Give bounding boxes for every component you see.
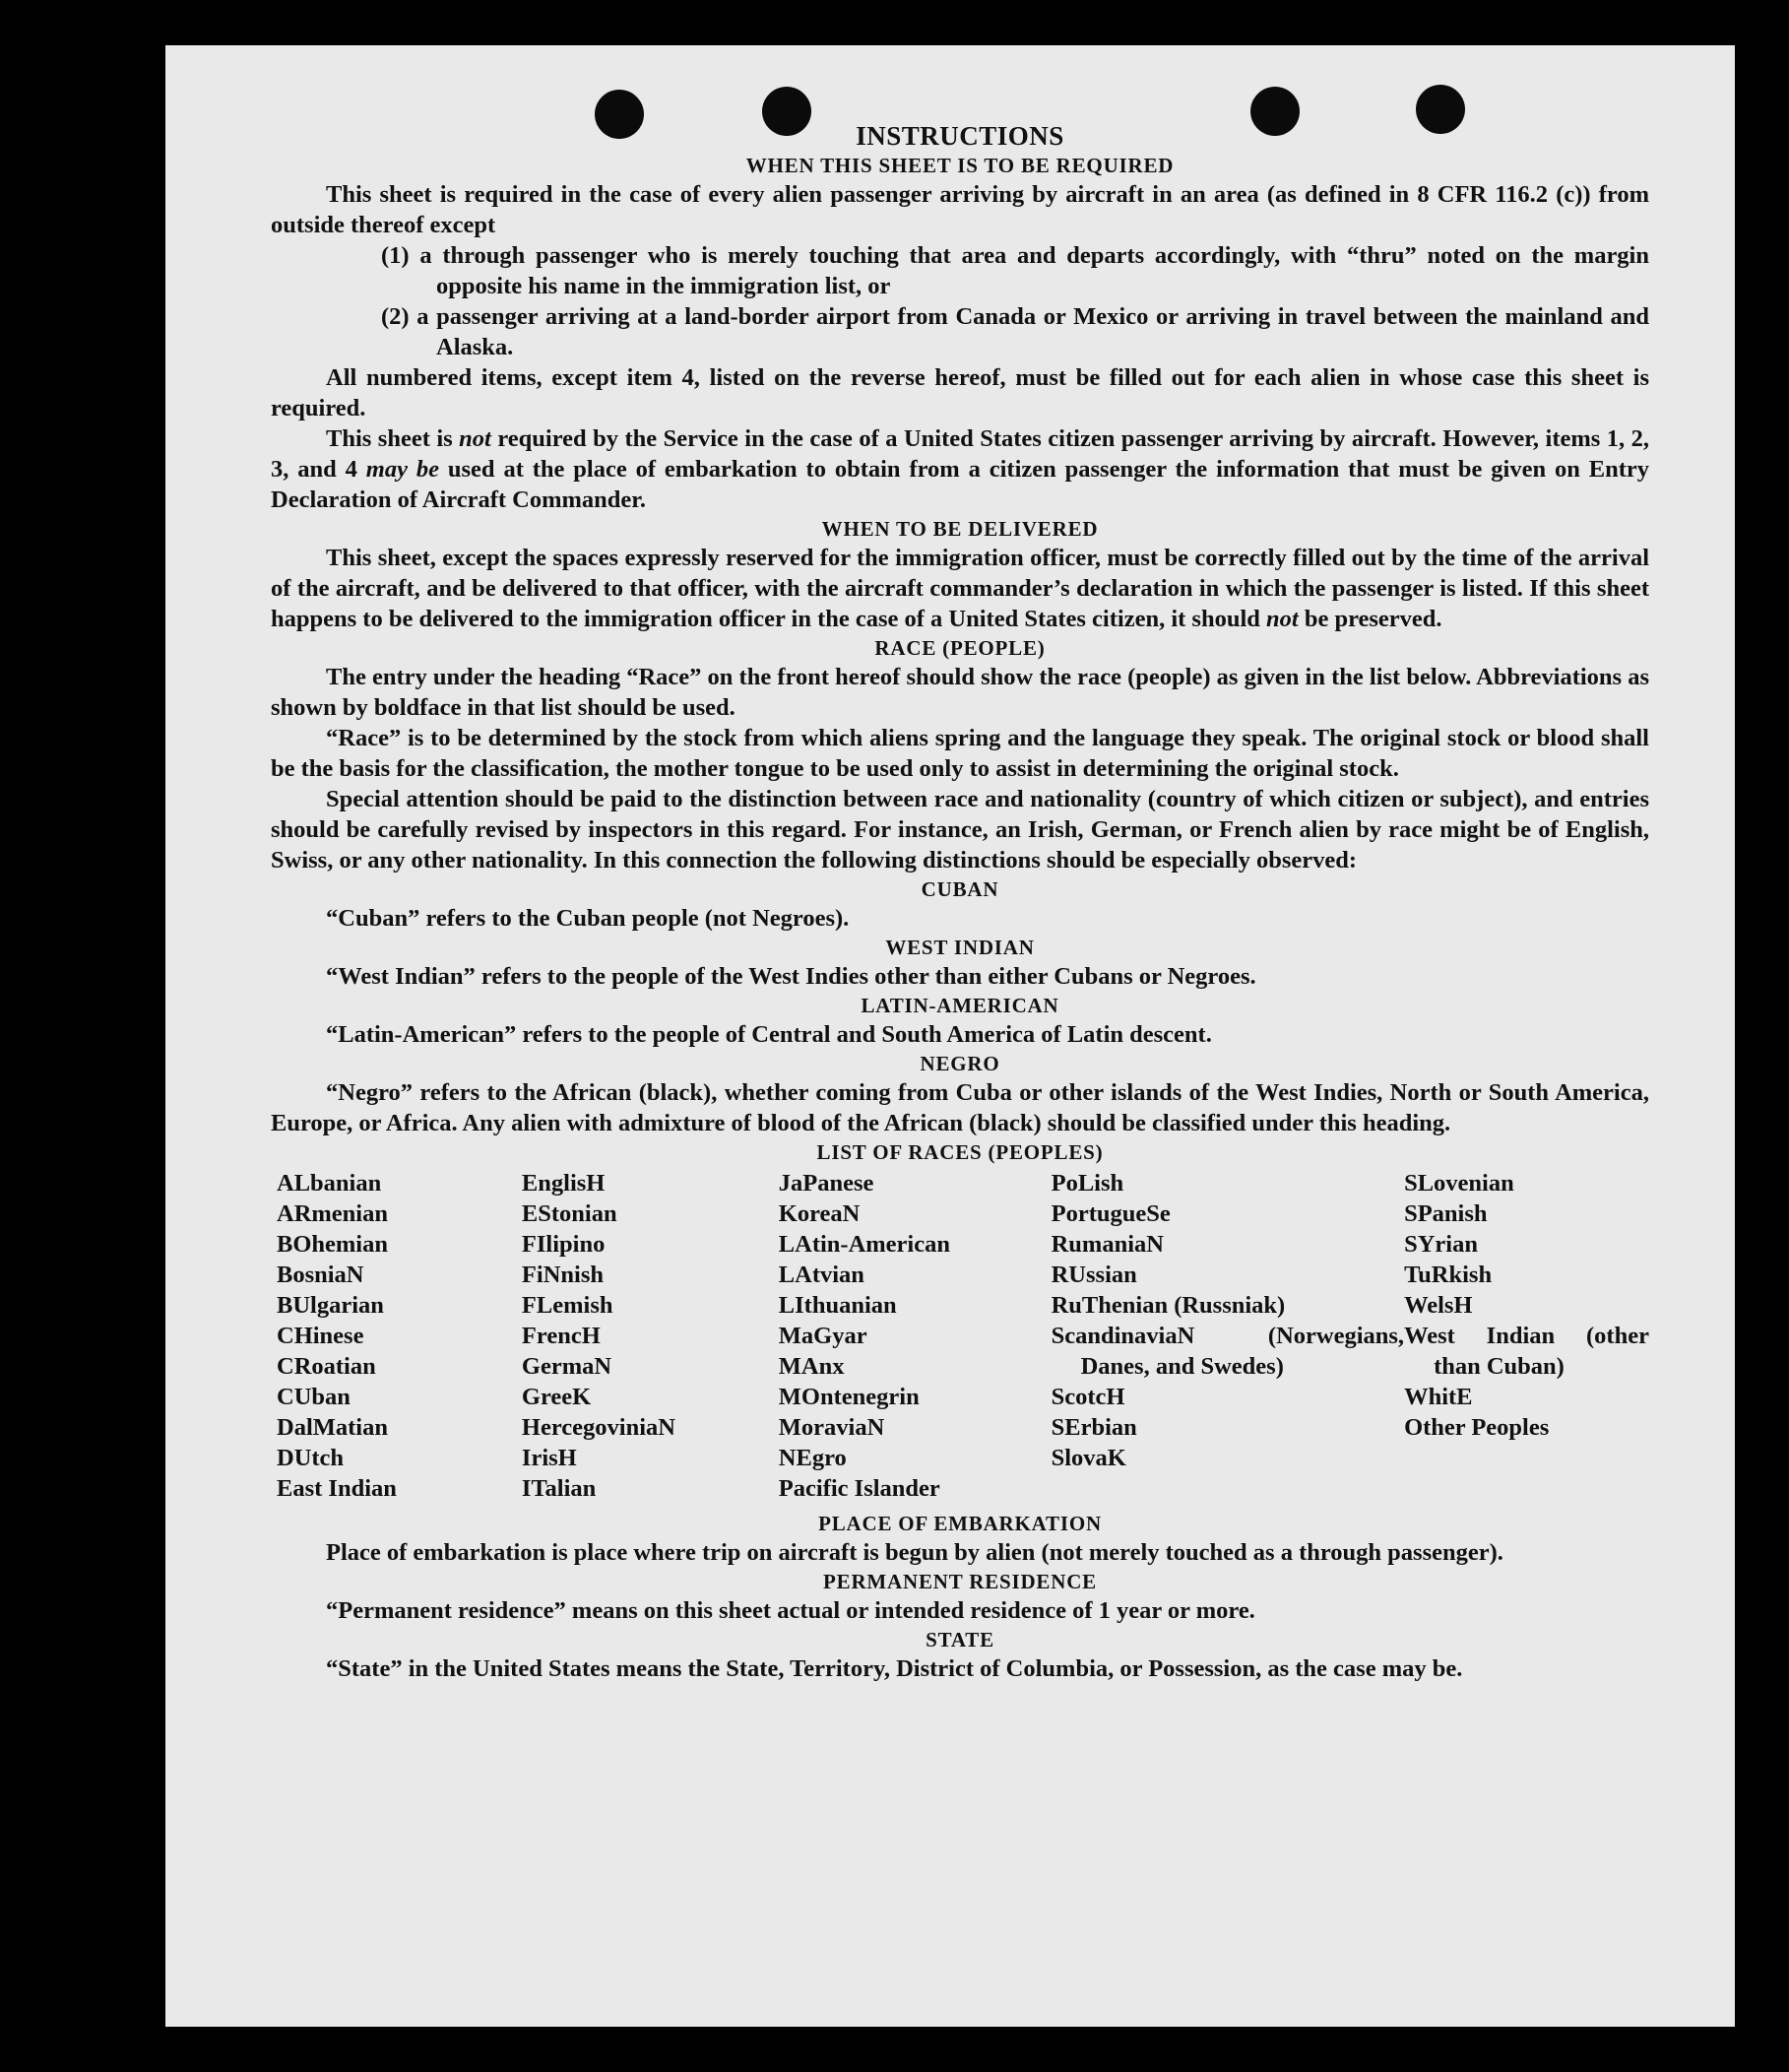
paragraph: “Negro” refers to the African (black), whether coming from Cuba or other islands of the West Indies, North or South America, Europe, or Africa. Any alien with admixture of blood of the African (black) should be classified under this heading. xyxy=(271,1079,1649,1136)
paragraph: “State” in the United States means the State, Territory, District of Columbia, or Possession, as the case may be. xyxy=(326,1655,1463,1682)
race-entry: MoraviaN xyxy=(778,1414,885,1441)
race-entry: RumaniaN xyxy=(1051,1231,1164,1258)
paragraph: “West Indian” refers to the people of the West Indies other than either Cubans or Negroes. xyxy=(326,963,1256,990)
list-item xyxy=(381,301,1649,362)
race-entry: CUban xyxy=(277,1384,351,1410)
race-entry: DalMatian xyxy=(277,1414,388,1441)
text-run: be preserved. xyxy=(1298,606,1442,632)
race-entry: WelsH xyxy=(1404,1292,1473,1319)
race-entry: BOhemian xyxy=(277,1231,388,1258)
paragraph: Place of embarkation is place where trip on aircraft is begun by alien (not merely touched as a through passenger). xyxy=(326,1539,1503,1566)
race-entry: MaGyar xyxy=(778,1323,867,1349)
race-entry: FiNnish xyxy=(521,1262,604,1288)
race-entry: WhitE xyxy=(1404,1384,1473,1410)
paragraph: All numbered items, except item 4, listed on the reverse hereof, must be filled out for each alien in whose case this sheet is required. xyxy=(271,364,1649,421)
section-heading-state: STATE xyxy=(926,1628,994,1651)
item-number: (2) xyxy=(381,303,410,330)
race-entry: SlovaK xyxy=(1051,1445,1126,1471)
race-entry: LIthuanian xyxy=(778,1292,897,1319)
section-heading-race: RACE (PEOPLE) xyxy=(874,636,1046,660)
race-entry: EnglisH xyxy=(521,1170,606,1197)
instructions-content xyxy=(271,120,1649,1684)
paragraph: “Cuban” refers to the Cuban people (not Negroes). xyxy=(326,905,850,932)
race-entry: PoLish xyxy=(1051,1170,1124,1197)
race-entry: GreeK xyxy=(521,1384,592,1410)
race-entry: BUlgarian xyxy=(277,1292,384,1319)
race-entry: CRoatian xyxy=(277,1353,376,1380)
paragraph xyxy=(271,423,1649,515)
race-entry: ALbanian xyxy=(277,1170,382,1197)
races-column xyxy=(522,1168,779,1504)
item-text: a passenger arriving at a land-border airport from Canada or Mexico or arriving in travel between the mainland and Alaska. xyxy=(416,303,1650,360)
text-run: This sheet is xyxy=(326,425,460,452)
paragraph: This sheet is required in the case of every alien passenger arriving by aircraft in an area (as defined in 8 CFR 116.2 (c)) from outside thereof except xyxy=(271,181,1649,238)
race-entry: JaPanese xyxy=(778,1170,874,1197)
race-entry: KoreaN xyxy=(778,1200,861,1227)
race-entry: LAtvian xyxy=(778,1262,864,1288)
races-column xyxy=(277,1168,522,1504)
paragraph: “Latin-American” refers to the people of Central and South America of Latin descent. xyxy=(326,1021,1212,1048)
race-entry: ITalian xyxy=(521,1475,597,1502)
section-heading-embarkation: PLACE OF EMBARKATION xyxy=(818,1512,1102,1535)
item-number: (1) xyxy=(381,242,410,269)
italic-run: not xyxy=(1266,606,1299,632)
italic-run: not xyxy=(459,425,491,452)
race-entry: PortugueSe xyxy=(1051,1200,1171,1227)
races-column xyxy=(1404,1168,1649,1504)
race-entry: NEgro xyxy=(778,1445,847,1471)
paragraph: “Permanent residence” means on this sheet actual or intended residence of 1 year or more. xyxy=(326,1597,1255,1624)
race-entry: East Indian xyxy=(277,1475,397,1502)
italic-run: may be xyxy=(365,456,439,483)
race-entry: ScotcH xyxy=(1051,1384,1125,1410)
race-entry: Pacific Islander xyxy=(778,1475,940,1502)
race-entry: DUtch xyxy=(277,1445,345,1471)
text-run: This sheet, except the spaces expressly reserved for the immigration officer, must be correctly filled out by the time of the arrival of the aircraft, and be delivered to that officer, with the aircraft commander’s declaration in which the passenger is listed. If this sheet happens to be delivered to the immigration officer in the case of a United States citizen, it should xyxy=(271,545,1649,632)
race-entry: SErbian xyxy=(1051,1414,1137,1441)
race-entry: MOntenegrin xyxy=(778,1384,920,1410)
section-heading-cuban: CUBAN xyxy=(921,877,999,901)
text-run: required by the Service in the case of a United States citizen passenger arriving by aircraft. However, items 1, 2, 3, and 4 xyxy=(271,425,1650,483)
paragraph: “Race” is to be determined by the stock from which aliens spring and the language they speak. The original stock or blood shall be the basis for the classification, the mother tongue to be used only to assist in determining the original stock. xyxy=(271,725,1649,782)
race-entry: FIlipino xyxy=(521,1231,606,1258)
section-heading-required: WHEN THIS SHEET IS TO BE REQUIRED xyxy=(745,154,1175,177)
race-entry: IrisH xyxy=(521,1445,577,1471)
paragraph: Special attention should be paid to the distinction between race and nationality (country of which citizen or subject), and entries should be carefully revised by inspectors in this regard. For instance, an Irish, German, or French alien by race might be of English, Swiss, or any other nationality. In this connection the following distinctions should be especially observed: xyxy=(271,786,1649,874)
race-entry: HercegoviniaN xyxy=(521,1414,675,1441)
section-heading-latin-american: LATIN-AMERICAN xyxy=(861,994,1059,1017)
item-text: a through passenger who is merely touching that area and departs accordingly, with “thru” noted on the margin opposite his name in the immigration list, or xyxy=(419,242,1649,299)
document-sheet xyxy=(165,45,1735,2027)
race-entry: GermaN xyxy=(521,1353,612,1380)
page-title: INSTRUCTIONS xyxy=(856,121,1064,151)
race-entry: LAtin-American xyxy=(778,1231,950,1258)
race-entry: TuRkish xyxy=(1404,1262,1493,1288)
race-entry: Other Peoples xyxy=(1404,1414,1550,1441)
text-run: used at the place of embarkation to obtain from a citizen passenger the information that must be given on Entry Declaration of Aircraft Commander. xyxy=(271,456,1649,513)
race-entry: RuThenian (Russniak) xyxy=(1051,1292,1286,1319)
race-entry: ARmenian xyxy=(277,1200,388,1227)
race-entry: SLovenian xyxy=(1404,1170,1514,1197)
races-table xyxy=(277,1168,1649,1504)
section-heading-negro: NEGRO xyxy=(920,1052,1000,1075)
race-entry: BosniaN xyxy=(277,1262,364,1288)
race-entry: SYrian xyxy=(1404,1231,1478,1258)
race-entry: SPanish xyxy=(1404,1200,1488,1227)
races-column xyxy=(779,1168,1052,1504)
race-entry: MAnx xyxy=(778,1353,845,1380)
race-entry: CHinese xyxy=(277,1323,364,1349)
race-entry: FrencH xyxy=(521,1323,601,1349)
race-entry: ScandinaviaN (Norwegians, Danes, and Swedes) xyxy=(1051,1323,1405,1380)
list-item xyxy=(381,240,1649,301)
race-entry: West Indian (other than Cuban) xyxy=(1404,1323,1649,1380)
paragraph: The entry under the heading “Race” on the front hereof should show the race (people) as given in the list below. Abbreviations as shown by boldface in that list should be used. xyxy=(271,664,1649,721)
paragraph xyxy=(271,543,1649,634)
races-column xyxy=(1052,1168,1404,1504)
section-heading-residence: PERMANENT RESIDENCE xyxy=(823,1570,1097,1593)
section-heading-races-list: LIST OF RACES (PEOPLES) xyxy=(816,1140,1104,1164)
race-entry: FLemish xyxy=(521,1292,613,1319)
section-heading-delivered: WHEN TO BE DELIVERED xyxy=(821,517,1099,541)
section-heading-west-indian: WEST INDIAN xyxy=(885,936,1035,959)
race-entry: EStonian xyxy=(521,1200,617,1227)
race-entry: RUssian xyxy=(1051,1262,1137,1288)
